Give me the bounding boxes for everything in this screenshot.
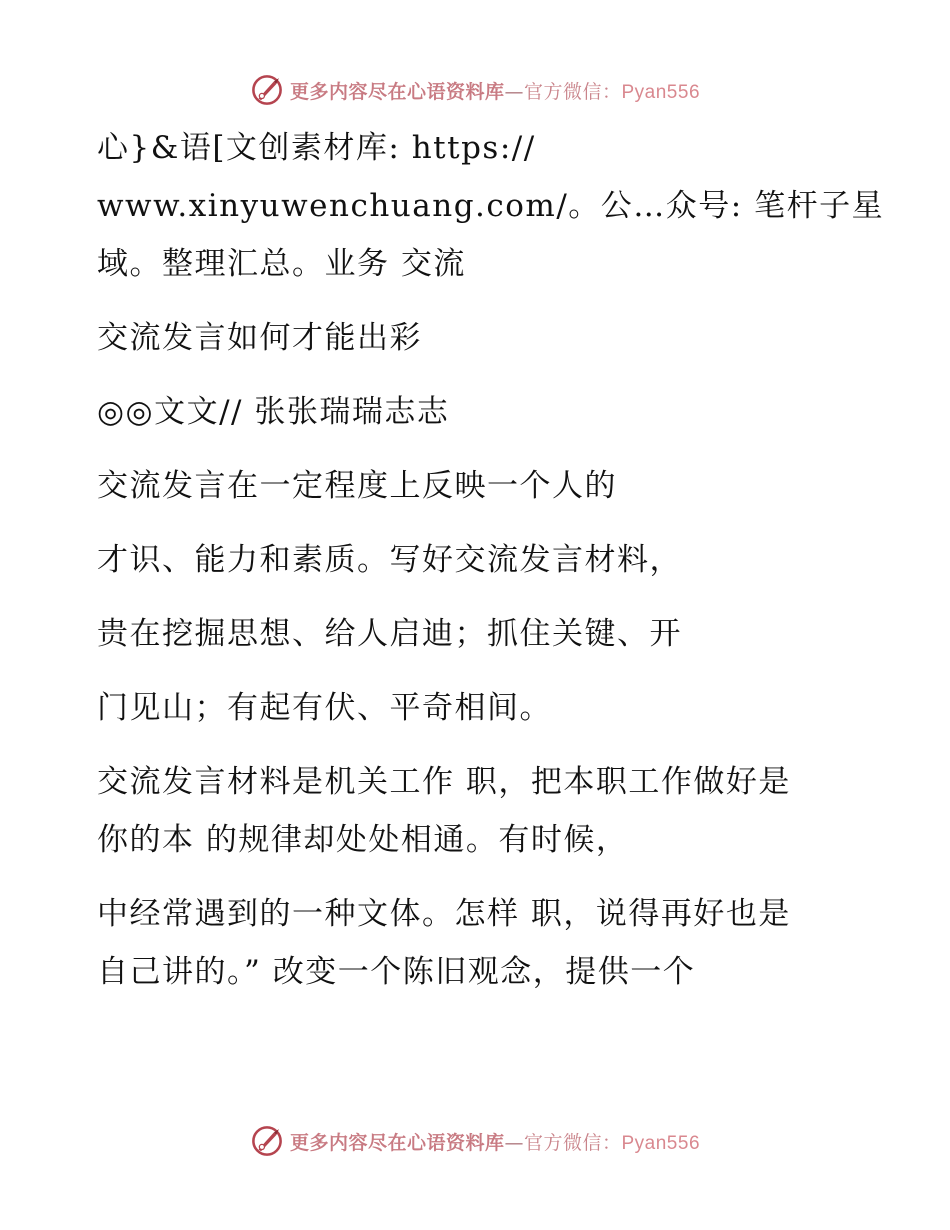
body-line-3: 域。整理汇总。业务 交流 [97, 246, 466, 282]
watermark-main: 更多内容尽在心语资料库 [289, 80, 505, 103]
body-line-13: 自己讲的。” 改变一个陈旧观念，提供一个 [97, 954, 696, 990]
watermark-contact: 官方微信： [523, 80, 622, 103]
document-title: 交流发言如何才能出彩 [97, 320, 422, 356]
watermark-contact: 官方微信： [523, 1131, 622, 1154]
quill-pen-logo-icon [250, 1124, 284, 1158]
body-line-7: 才识、能力和素质。写好交流发言材料， [97, 542, 682, 578]
watermark-wechat-id: Pyan556 [621, 1132, 701, 1154]
watermark-text [290, 77, 700, 104]
body-line-12: 中经常遇到的一种文体。怎样 职，说得再好也是 [97, 896, 791, 932]
footer-watermark [0, 1121, 950, 1161]
watermark-separator: — [504, 80, 524, 103]
body-line-2: www.xinyuwenchuang.com/。公…众号: 笔杆子星 [97, 188, 885, 224]
body-line-6: 交流发言在一定程度上反映一个人的 [97, 468, 617, 504]
header-watermark [0, 70, 950, 110]
body-line-8: 贵在挖掘思想、给人启迪；抓住关键、开 [97, 616, 682, 652]
author-line: ◎◎文文// 张张瑞瑞志志 [97, 394, 450, 430]
watermark-main: 更多内容尽在心语资料库 [289, 1131, 505, 1154]
watermark-text [290, 1128, 700, 1155]
watermark-separator: — [504, 1131, 524, 1154]
body-line-10: 交流发言材料是机关工作 职，把本职工作做好是 [97, 764, 791, 800]
watermark-wechat-id: Pyan556 [621, 81, 701, 103]
body-line-1: 心}&语[文创素材库: https:// [97, 130, 536, 166]
body-line-11: 你的本 的规律却处处相通。有时候， [97, 822, 629, 858]
body-line-9: 门见山；有起有伏、平奇相间。 [97, 690, 552, 726]
quill-pen-logo-icon [250, 73, 284, 107]
